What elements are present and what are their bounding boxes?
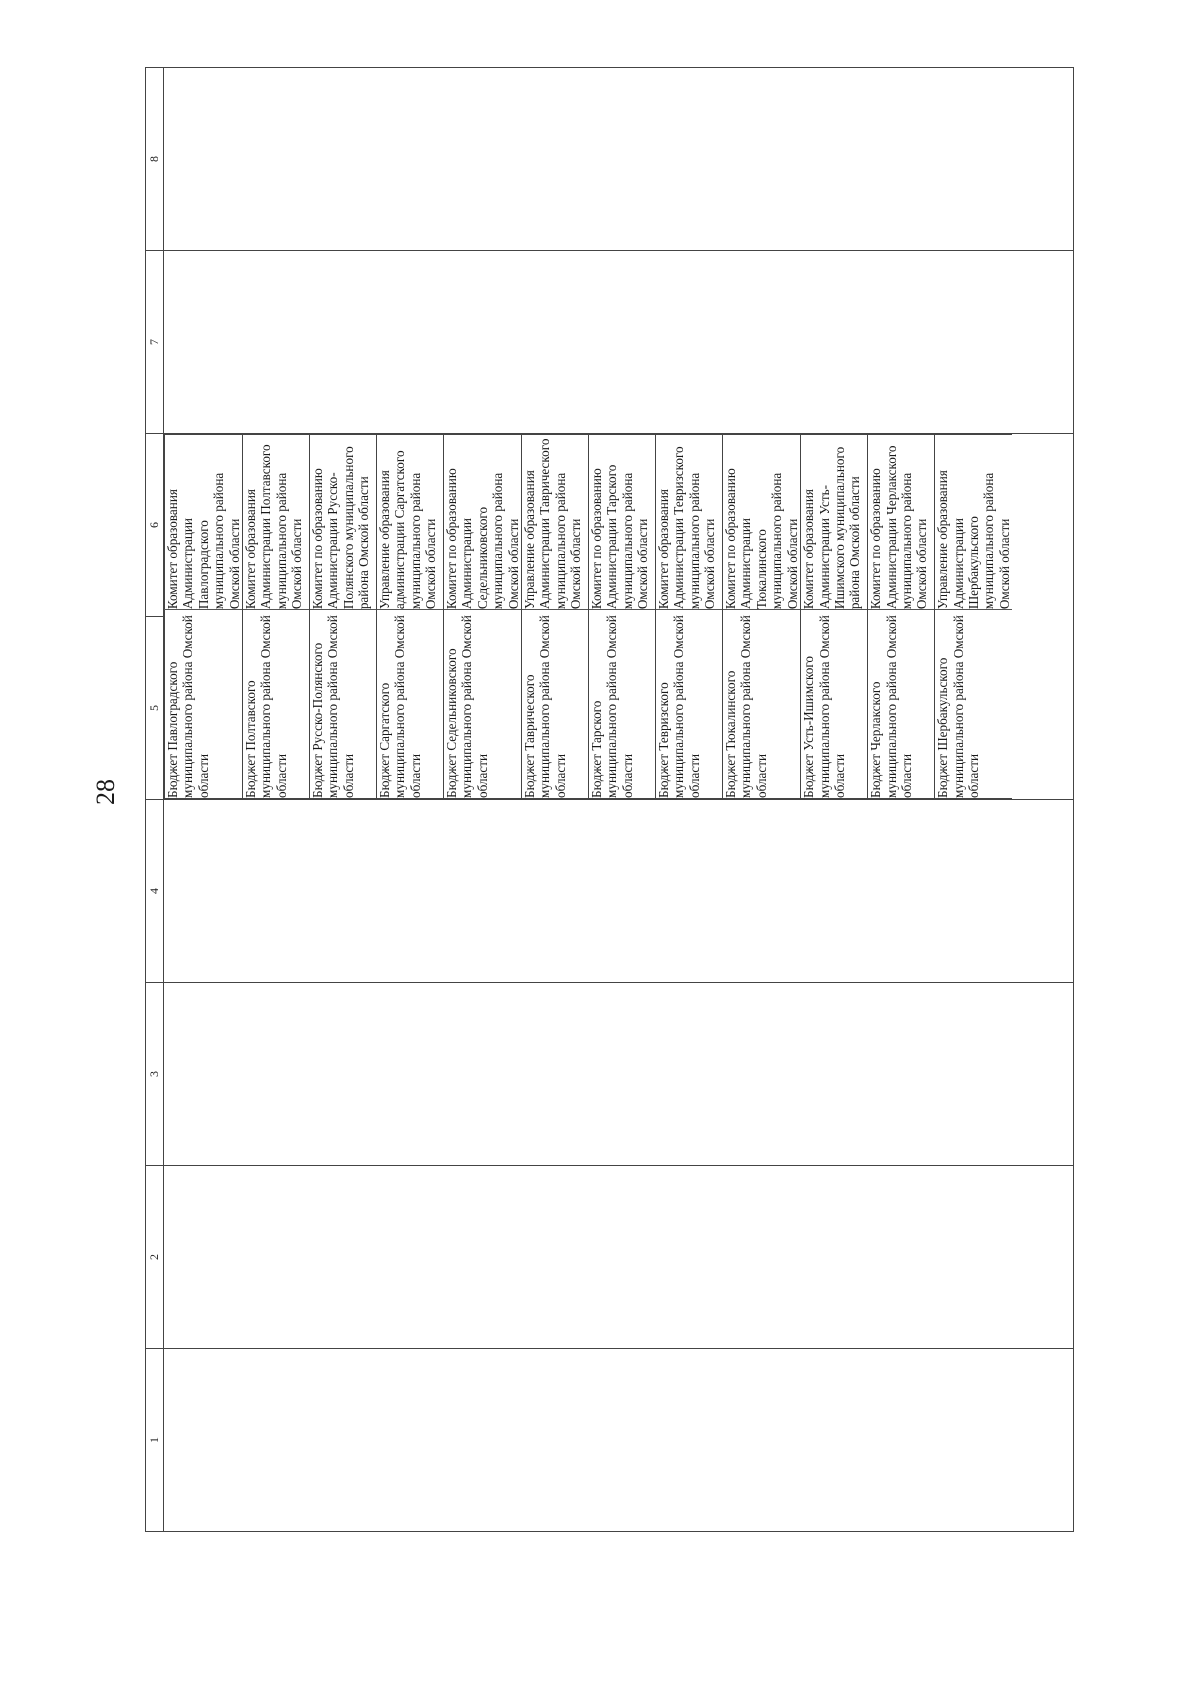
- agency-name-cell: Управление образования администрации Саргатского муниципального района Омской области: [377, 435, 444, 610]
- page-number: 28: [91, 779, 120, 805]
- column-header-8: 8: [146, 68, 164, 251]
- table-row: [656, 435, 723, 799]
- document-table: [145, 67, 1074, 1532]
- cell-col-8: [164, 68, 1074, 251]
- cell-col-2: [164, 1166, 1074, 1349]
- column-number-row: [146, 68, 164, 1532]
- table-sheet: [145, 67, 1074, 1532]
- table-row: [723, 435, 801, 799]
- cell-col-1: [164, 1349, 1074, 1532]
- table-row: [935, 435, 1013, 799]
- table-body-row: [164, 68, 1074, 1532]
- budget-agency-cell: [164, 434, 1074, 800]
- budget-name-cell: Бюджет Усть-Ишимского муниципального района Омской области: [801, 610, 868, 799]
- table-row: [868, 435, 935, 799]
- table-row: [801, 435, 868, 799]
- agency-name-cell: Управление образования Администрации Таврического муниципального района Омской области: [522, 435, 589, 610]
- agency-name-cell: Управление образования Администрации Шербакульского муниципального района Омской области: [935, 435, 1013, 610]
- budget-name-cell: Бюджет Тевризского муниципального района Омской области: [656, 610, 723, 799]
- table-row: [165, 435, 243, 799]
- budget-name-cell: Бюджет Павлоградского муниципального района Омской области: [165, 610, 243, 799]
- budget-agency-list: [164, 434, 1012, 799]
- cell-col-4: [164, 800, 1074, 983]
- table-row: [243, 435, 310, 799]
- budget-name-cell: Бюджет Седельниковского муниципального района Омской области: [444, 610, 522, 799]
- agency-name-cell: Комитет образования Администрации Усть-Ишимского муниципального района Омской области: [801, 435, 868, 610]
- budget-name-cell: Бюджет Тарского муниципального района Омской области: [589, 610, 656, 799]
- rotated-table-frame: [145, 67, 1074, 1532]
- column-header-2: 2: [146, 1166, 164, 1349]
- table-row: [522, 435, 589, 799]
- column-header-3: 3: [146, 983, 164, 1166]
- cell-col-7: [164, 251, 1074, 434]
- agency-name-cell: Комитет по образованию Администрации Тарского муниципального района Омской области: [589, 435, 656, 610]
- column-header-4: 4: [146, 800, 164, 983]
- agency-name-cell: Комитет по образованию Администрации Русско-Полянского муниципального района Омской области: [310, 435, 377, 610]
- budget-name-cell: Бюджет Черлакского муниципального района Омской области: [868, 610, 935, 799]
- budget-name-cell: Бюджет Тюкалинского муниципального района Омской области: [723, 610, 801, 799]
- table-row: [444, 435, 522, 799]
- budget-name-cell: Бюджет Русско-Полянского муниципального района Омской области: [310, 610, 377, 799]
- column-header-7: 7: [146, 251, 164, 434]
- cell-col-3: [164, 983, 1074, 1166]
- table-row: [310, 435, 377, 799]
- agency-name-cell: Комитет образования Администрации Павлоградского муниципального района Омской области: [165, 435, 243, 610]
- agency-name-cell: Комитет по образованию Администрации Тюкалинского муниципального района Омской области: [723, 435, 801, 610]
- agency-name-cell: Комитет образования Администрации Полтавского муниципального района Омской области: [243, 435, 310, 610]
- table-row: [589, 435, 656, 799]
- agency-name-cell: Комитет образования Администрации Тевризского муниципального района Омской области: [656, 435, 723, 610]
- column-header-1: 1: [146, 1349, 164, 1532]
- agency-name-cell: Комитет по образованию Администрации Черлакского муниципального района Омской области: [868, 435, 935, 610]
- budget-name-cell: Бюджет Шербакульского муниципального района Омской области: [935, 610, 1013, 799]
- table-row: [377, 435, 444, 799]
- column-header-6: 6: [146, 434, 164, 617]
- column-header-5: 5: [146, 617, 164, 800]
- agency-name-cell: Комитет по образованию Администрации Седельниковского муниципального района Омской области: [444, 435, 522, 610]
- budget-name-cell: Бюджет Полтавского муниципального района Омской области: [243, 610, 310, 799]
- budget-name-cell: Бюджет Таврического муниципального района Омской области: [522, 610, 589, 799]
- budget-name-cell: Бюджет Саргатского муниципального района Омской области: [377, 610, 444, 799]
